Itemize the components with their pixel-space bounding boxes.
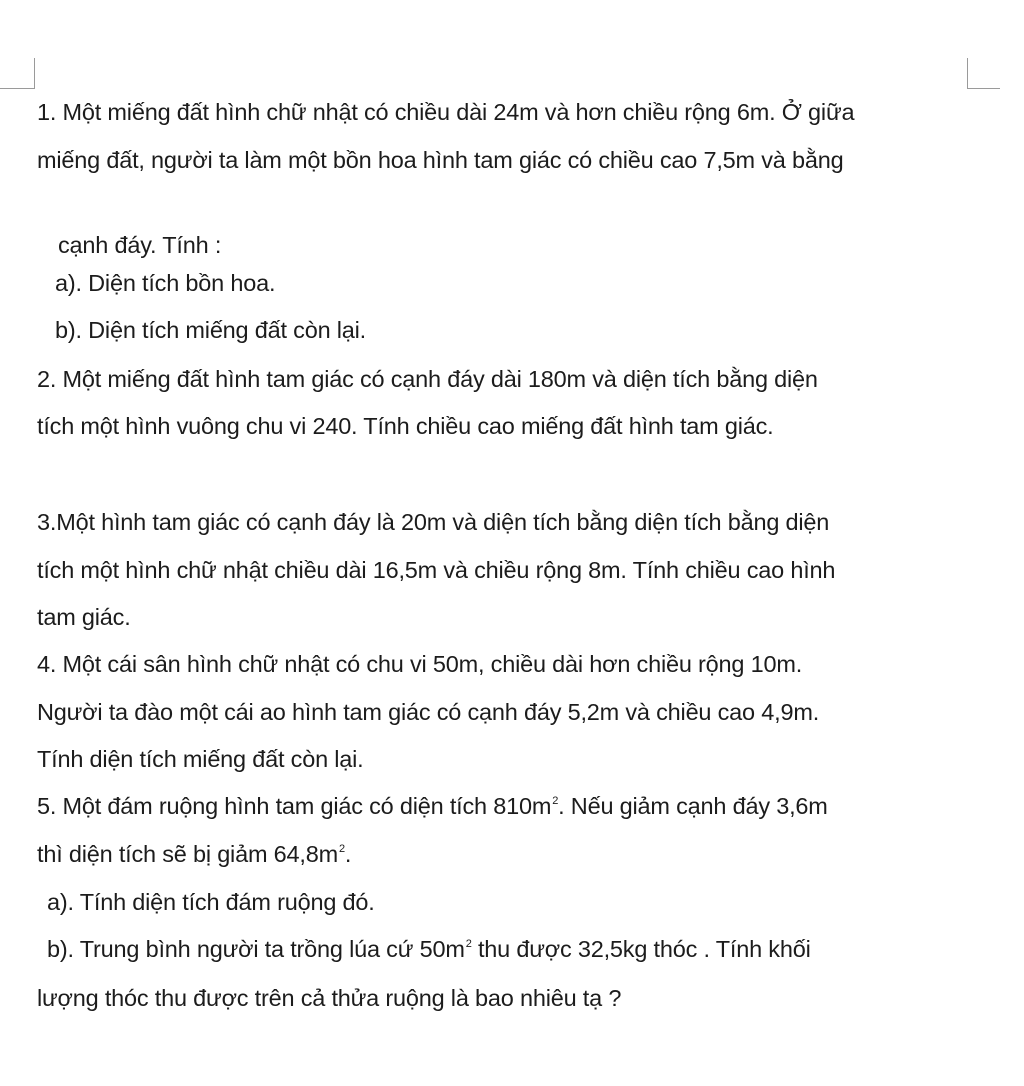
problem4-line2: Người ta đào một cái ao hình tam giác có cạnh đáy 5,2m và chiều cao 4,9m. bbox=[37, 699, 820, 725]
problem4-line1: 4. Một cái sân hình chữ nhật có chu vi 50m, chiều dài hơn chiều rộng 10m. bbox=[37, 651, 803, 677]
problem1-line2: miếng đất, người ta làm một bồn hoa hình tam giác có chiều cao 7,5m và bằng bbox=[37, 147, 844, 173]
problem5-line2-end: . bbox=[344, 841, 352, 867]
problem1-line1: 1. Một miếng đất hình chữ nhật có chiều dài 24m và hơn chiều rộng 6m. Ở giữa bbox=[37, 99, 855, 125]
problem5-line-last: lượng thóc thu được trên cả thửa ruộng là bao nhiêu tạ ? bbox=[37, 985, 622, 1011]
superscript-2: 2 bbox=[465, 938, 472, 950]
problem2-line2: tích một hình vuông chu vi 240. Tính chiều cao miếng đất hình tam giác. bbox=[37, 413, 774, 439]
problem5-part-b-start: b). Trung bình người ta trồng lúa cứ 50m bbox=[47, 936, 465, 962]
superscript-2: 2 bbox=[552, 795, 559, 807]
problem5-part-b-end: thu được 32,5kg thóc . Tính khối bbox=[471, 936, 811, 962]
page-corner-mark-top-left bbox=[0, 58, 35, 89]
problem5-line1-end: . Nếu giảm cạnh đáy 3,6m bbox=[558, 793, 828, 819]
problem1-part-a: a). Diện tích bồn hoa. bbox=[55, 270, 276, 296]
problem2-line1: 2. Một miếng đất hình tam giác có cạnh đáy dài 180m và diện tích bằng diện bbox=[37, 366, 818, 392]
problem5-line1-start: 5. Một đám ruộng hình tam giác có diện tích 810m bbox=[37, 793, 552, 819]
problem5-line2 bbox=[37, 839, 351, 869]
problem4-line3: Tính diện tích miếng đất còn lại. bbox=[37, 746, 364, 772]
problem5-line2-start: thì diện tích sẽ bị giảm 64,8m bbox=[37, 841, 338, 867]
problem1-part-b: b). Diện tích miếng đất còn lại. bbox=[55, 317, 367, 343]
problem3-line1: 3.Một hình tam giác có cạnh đáy là 20m và diện tích bằng diện tích bằng diện bbox=[37, 509, 830, 535]
problem5-line1 bbox=[37, 791, 828, 821]
problem5-part-a: a). Tính diện tích đám ruộng đó. bbox=[47, 889, 375, 915]
problem3-line2: tích một hình chữ nhật chiều dài 16,5m và chiều rộng 8m. Tính chiều cao hình bbox=[37, 557, 836, 583]
problem1-line3: cạnh đáy. Tính : bbox=[58, 232, 222, 258]
superscript-2: 2 bbox=[338, 843, 345, 855]
problem5-part-b bbox=[47, 934, 811, 964]
problem3-line3: tam giác. bbox=[37, 604, 131, 630]
page-corner-mark-top-right bbox=[967, 58, 1000, 89]
